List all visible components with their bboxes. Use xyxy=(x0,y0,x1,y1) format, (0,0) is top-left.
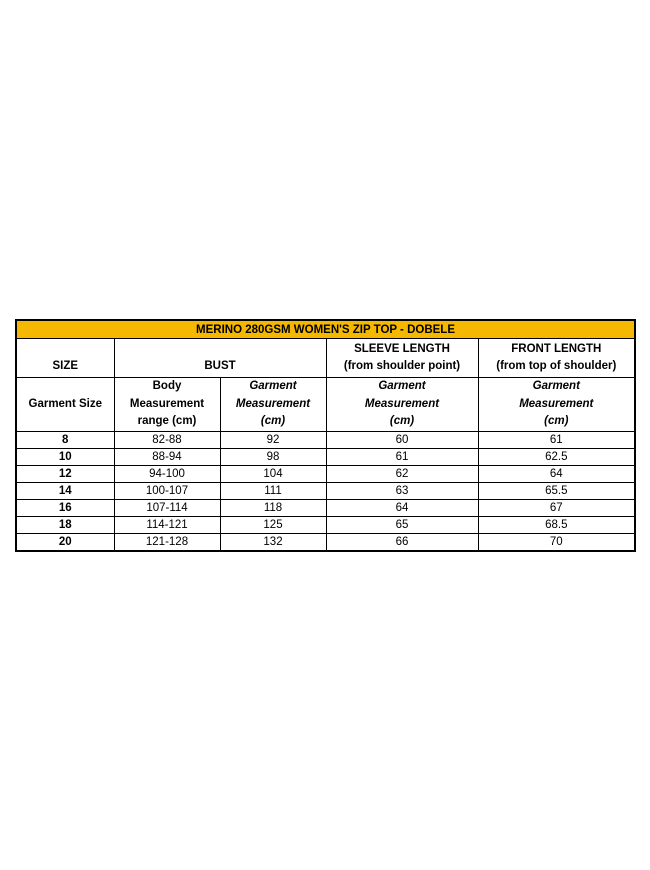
sleeve-length-cell: 62 xyxy=(326,465,478,482)
front-length-cell: 68.5 xyxy=(478,516,635,533)
front-garment-line-3: (cm) xyxy=(544,415,569,427)
body-measurement-subheader xyxy=(114,378,220,432)
body-measurement-cell: 114-121 xyxy=(114,516,220,533)
sleeve-length-note: (from shoulder point) xyxy=(343,360,461,372)
garment-size-subheader: Garment Size xyxy=(16,378,114,432)
table-row xyxy=(16,448,635,465)
body-measurement-cell: 121-128 xyxy=(114,533,220,551)
body-measurement-line-3: range (cm) xyxy=(137,415,197,427)
front-length-cell: 64 xyxy=(478,465,635,482)
body-measurement-cell: 100-107 xyxy=(114,482,220,499)
size-cell: 18 xyxy=(16,516,114,533)
body-measurement-cell: 88-94 xyxy=(114,448,220,465)
size-chart-body xyxy=(16,320,635,551)
size-cell: 16 xyxy=(16,499,114,516)
title-row xyxy=(16,320,635,339)
size-cell: 14 xyxy=(16,482,114,499)
sleeve-length-header xyxy=(326,339,478,378)
sleeve-garment-line-3: (cm) xyxy=(389,415,415,427)
bust-measurement-cell: 118 xyxy=(220,499,326,516)
front-length-title: FRONT LENGTH xyxy=(511,342,602,355)
bust-garment-line-1: Garment xyxy=(249,380,297,392)
table-row xyxy=(16,533,635,551)
size-cell: 8 xyxy=(16,431,114,448)
sleeve-garment-line-2: Measurement xyxy=(364,397,440,410)
sleeve-length-title: SLEEVE LENGTH xyxy=(354,342,450,355)
table-row xyxy=(16,516,635,533)
sleeve-length-cell: 63 xyxy=(326,482,478,499)
header-row xyxy=(16,339,635,378)
bust-measurement-cell: 104 xyxy=(220,465,326,482)
sleeve-garment-line-1: Garment xyxy=(378,380,426,392)
sleeve-length-cell: 61 xyxy=(326,448,478,465)
body-measurement-cell: 107-114 xyxy=(114,499,220,516)
front-garment-line-1: Garment xyxy=(532,380,580,392)
size-header: SIZE xyxy=(16,339,114,378)
body-measurement-line-2: Measurement xyxy=(129,397,205,410)
size-cell: 10 xyxy=(16,448,114,465)
bust-measurement-cell: 132 xyxy=(220,533,326,551)
body-measurement-line-1: Body xyxy=(152,380,182,392)
front-length-cell: 70 xyxy=(478,533,635,551)
front-length-header xyxy=(478,339,635,378)
sleeve-garment-measurement-subheader xyxy=(326,378,478,432)
front-garment-line-2: Measurement xyxy=(519,397,594,410)
bust-measurement-cell: 111 xyxy=(220,482,326,499)
size-cell: 20 xyxy=(16,533,114,551)
table-row xyxy=(16,499,635,516)
bust-measurement-cell: 98 xyxy=(220,448,326,465)
size-chart-table xyxy=(15,319,636,552)
table-row xyxy=(16,482,635,499)
front-length-cell: 67 xyxy=(478,499,635,516)
sleeve-length-cell: 64 xyxy=(326,499,478,516)
front-garment-measurement-subheader xyxy=(478,378,635,432)
size-cell: 12 xyxy=(16,465,114,482)
sleeve-length-cell: 60 xyxy=(326,431,478,448)
body-measurement-cell: 82-88 xyxy=(114,431,220,448)
body-measurement-cell: 94-100 xyxy=(114,465,220,482)
subheader-row xyxy=(16,378,635,432)
front-length-cell: 65.5 xyxy=(478,482,635,499)
bust-garment-line-2: Measurement xyxy=(235,397,311,410)
bust-measurement-cell: 92 xyxy=(220,431,326,448)
table-row xyxy=(16,465,635,482)
table-title: MERINO 280GSM WOMEN'S ZIP TOP - DOBELE xyxy=(16,320,635,339)
front-length-cell: 62.5 xyxy=(478,448,635,465)
bust-measurement-cell: 125 xyxy=(220,516,326,533)
front-length-note: (from top of shoulder) xyxy=(496,360,617,372)
front-length-cell: 61 xyxy=(478,431,635,448)
table-row xyxy=(16,431,635,448)
bust-garment-line-3: (cm) xyxy=(260,415,286,427)
sleeve-length-cell: 65 xyxy=(326,516,478,533)
bust-garment-measurement-subheader xyxy=(220,378,326,432)
sleeve-length-cell: 66 xyxy=(326,533,478,551)
bust-header: BUST xyxy=(114,339,326,378)
